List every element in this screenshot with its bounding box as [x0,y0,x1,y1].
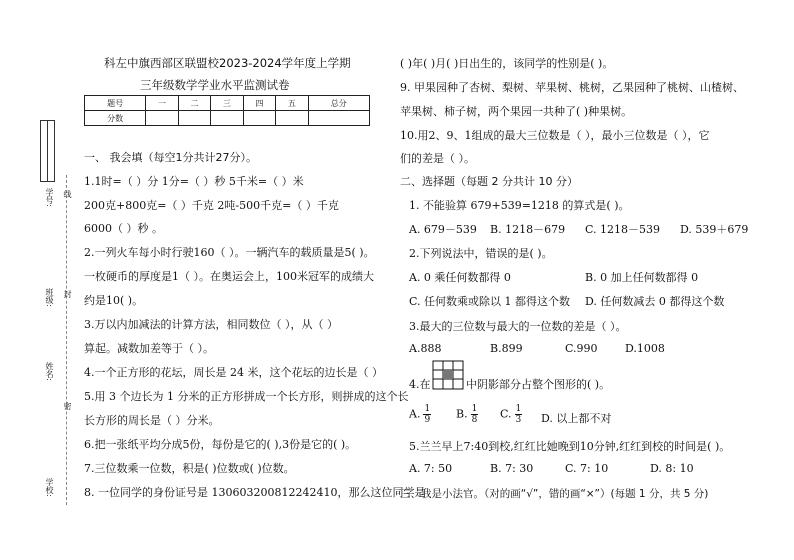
question-line: 2.一列火车每小时行驶160（ ）。一辆汽车的载质量是5( )。 [84,246,375,259]
denominator: 3 [515,415,522,425]
exam-header-line1: 科左中旗西部区联盟校2023-2024学年度上学期 [104,56,351,70]
grid-shaded-figure [432,360,464,390]
choice-question-4-prefix: 4.在 [409,378,431,391]
numerator: 1 [424,404,431,414]
question-line: 算起。减数加差等于（ ）。 [84,342,214,355]
question-line: 7.三位数乘一位数，积是( )位数或( )位数。 [84,462,295,475]
choice-option-b [456,404,481,425]
fraction [515,404,523,425]
binding-box [47,120,55,182]
seal-char-seal: 封 [63,290,72,298]
score-cell: 二 [178,96,210,111]
option-letter: A. [409,407,421,421]
section-1-heading: 一、 我会填（每空1分共计27分）。 [84,151,257,164]
question-line: 6000（ ）秒 。 [84,222,163,235]
choice-question-1: 1. 不能验算 679+539=1218 的算式是( )。 [409,199,630,212]
seal-char-secret: 密 [63,402,72,410]
score-cell [276,111,308,126]
choice-question-4-suffix: 中阴影部分占整个图形的( )。 [466,378,611,391]
score-cell: 分数 [85,111,146,126]
denominator: 9 [424,415,431,425]
choice-option: D.1008 [625,342,665,355]
choice-option-a [409,404,434,425]
score-cell: 五 [276,96,308,111]
question-line: 苹果树、柿子树，两个果园一共种了( )种果树。 [400,105,633,118]
choice-option: D. 8: 10 [650,462,694,475]
score-table-header-row [85,96,370,111]
denominator: 8 [471,415,478,425]
choice-option: D. 任何数减去 0 都得这个数 [585,295,725,308]
score-cell: 题号 [85,96,146,111]
section-3-heading: 三、我是小法官。（对的画“√”，错的画“×”）(每题 1 分，共 5 分) [400,488,709,500]
fraction [423,404,431,425]
question-line: 9. 甲果园种了杏树、梨树、苹果树、桃树，乙果园种了桃树、山楂树、 [400,81,744,94]
score-cell: 四 [243,96,275,111]
score-cell: 总分 [308,96,369,111]
question-line: 8. 一位同学的身份证号是 130603200812242410，那么这位同学是 [84,486,426,499]
choice-question-3: 3.最大的三位数与最大的一位数的差是（ ）。 [409,320,627,333]
choice-question-2: 2.下列说法中，错误的是( )。 [409,247,553,260]
question-line: 长方形的周长是（ ）分米。 [84,414,220,427]
choice-option: B. 0 加上任何数都得 0 [585,271,699,284]
score-table [84,95,370,126]
question-line: 200克+800克=（ ）千克 2吨-500千克=（ ）千克 [84,199,339,212]
score-cell [243,111,275,126]
name-label: 姓名: [45,362,54,381]
choice-option: A. 0 乘任何数都得 0 [409,271,511,284]
question-line: 约是10( )。 [84,294,144,307]
option-letter: C. [500,407,512,421]
class-label: 班级: [45,288,54,307]
choice-option: A. 7: 50 [409,462,453,475]
score-cell [146,111,178,126]
numerator: 1 [471,404,478,414]
question-line: 5.用 3 个边长为 1 分米的正方形拼成一个长方形，则拼成的这个长 [84,390,409,403]
question-line: 一枚硬币的厚度是1（ ）。在奥运会上，100米冠军的成绩大 [84,270,374,283]
school-label: 学校: [45,478,54,497]
choice-option: C. 任何数乘或除以 1 都得这个数 [409,295,571,308]
option-letter: B. [456,407,468,421]
choice-option: C. 1218－539 [585,223,661,236]
seal-char-line: 线 [63,190,72,198]
choice-option: B.899 [490,342,523,355]
score-table-score-row [85,111,370,126]
score-cell: 一 [146,96,178,111]
number-label: 学号: [45,188,54,207]
choice-question-5: 5.兰兰早上7:40到校,红红比她晚到10分钟,红红到校的时间是( )。 [409,440,731,453]
question-line: 6.把一张纸平均分成5份，每份是它的( ),3份是它的( )。 [84,438,357,451]
choice-option: C.990 [565,342,598,355]
exam-title: 三年级数学学业水平监测试卷 [140,78,290,92]
choice-option: B. 1218－679 [490,223,566,236]
choice-option: B. 7: 30 [490,462,534,475]
choice-option: A. 679－539 [409,223,477,236]
score-cell [211,111,243,126]
choice-option-d: D. 以上都不对 [541,412,612,425]
score-cell [178,111,210,126]
choice-option: D. 539＋679 [680,223,749,236]
question-line: 3.万以内加减法的计算方法，相同数位（ ），从（ ） [84,318,338,331]
fraction [471,404,479,425]
question-line: 们的差是（ ）。 [400,152,475,165]
section-2-heading: 二、选择题（每题 2 分共计 10 分） [400,175,578,188]
binding-dashed-line [66,175,67,505]
choice-option: C. 7: 10 [565,462,609,475]
question-line: 10.用2、9、1组成的最大三位数是（ ），最小三位数是（ ），它 [400,129,710,142]
question-line: ( )年( )月( )日出生的，该同学的性别是( )。 [400,57,614,70]
choice-option-c [500,404,525,425]
question-line: 4.一个正方形的花坛，周长是 24 米，这个花坛的边长是（ ） [84,366,383,379]
choice-option: A.888 [409,342,442,355]
score-cell: 三 [211,96,243,111]
score-cell [308,111,369,126]
question-line: 1.1时=（ ）分 1分=（ ）秒 5千米=（ ）米 [84,175,304,188]
numerator: 1 [515,404,522,414]
